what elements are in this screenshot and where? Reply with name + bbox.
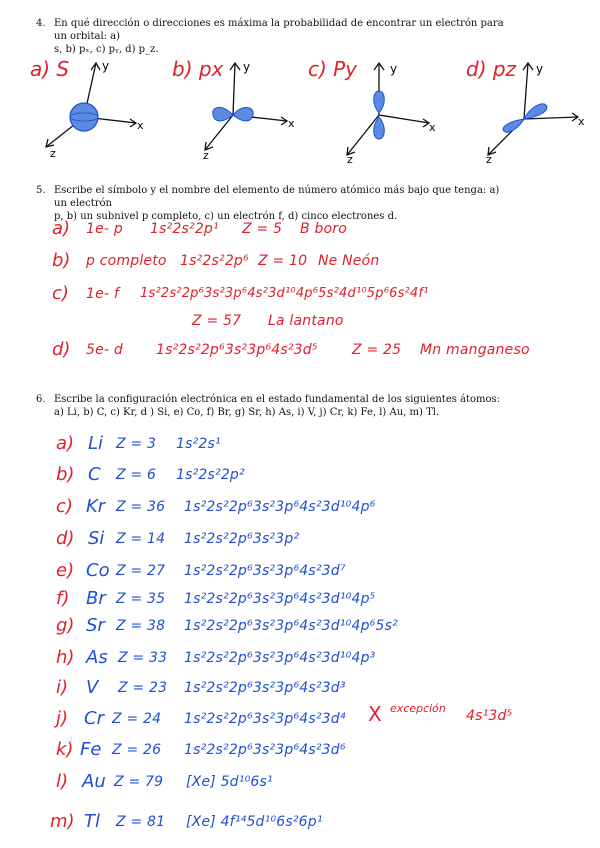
electron-config: 1s²2s²2p⁶3s²3p⁶4s²3d⁶ (184, 742, 346, 758)
answer-element: Mn manganeso (420, 342, 530, 358)
electron-config: 1s²2s²2p⁶3s²3p⁶4s²3d¹⁰4p⁵ (184, 591, 376, 607)
element-symbol: V (86, 677, 99, 698)
answer-config: 1s²2s²2p⁶3s²3p⁶4s²3d¹⁰4p⁶5s²4d¹⁰5p⁶6s²4f¹ (140, 286, 429, 301)
axis-label-z: z (486, 153, 492, 165)
atomic-number: Z = 36 (116, 499, 166, 515)
element-symbol: Fe (80, 739, 102, 760)
answer-config: 1s²2s²2p¹ (150, 221, 219, 237)
answer-label: f) (56, 588, 70, 609)
s-orbital-diagram (36, 55, 156, 160)
answer-label: a) (56, 433, 75, 454)
answer-label: g) (56, 615, 75, 636)
question-text-line: p, b) un subnivel p completo, c) un electrón f, d) cinco electrones d. (54, 211, 398, 222)
electron-config: [Xe] 5d¹⁰6s¹ (186, 774, 273, 790)
answer-label: e) (56, 560, 75, 581)
answer-label: d) (56, 528, 75, 549)
answer-label: l) (56, 771, 69, 792)
electron-config: 1s²2s²2p⁶3s²3p⁶4s²3d¹⁰4p³ (184, 650, 376, 666)
question-text-line: Escribe la configuración electrónica en el estado fundamental de los siguientes átomos: (54, 394, 501, 405)
answer-label: i) (56, 677, 69, 698)
px-orbital-diagram (195, 55, 305, 160)
answer-desc: p completo (86, 253, 167, 269)
answer-label: k) (56, 739, 74, 760)
atomic-number: Z = 35 (116, 591, 166, 607)
exception-config: 4s¹3d⁵ (466, 708, 513, 724)
atomic-number: Z = 6 (116, 467, 157, 483)
electron-config: [Xe] 4f¹⁴5d¹⁰6s²6p¹ (186, 814, 323, 830)
electron-config: 1s²2s²2p⁶3s²3p⁶4s²3d⁴ (184, 711, 346, 727)
answer-desc: 5e- d (86, 342, 123, 358)
answer-element: B boro (300, 221, 348, 237)
element-symbol: Co (86, 560, 110, 581)
axis-label-y: y (102, 59, 110, 73)
atomic-number: Z = 3 (116, 436, 157, 452)
element-symbol: C (88, 464, 101, 485)
q4-answer-c-label: c) Py (308, 57, 358, 81)
atomic-number: Z = 81 (116, 814, 166, 830)
axis-label-y: y (390, 62, 398, 76)
axis-label-z: z (347, 153, 353, 165)
axis-label-y: y (243, 60, 251, 74)
element-symbol: Tl (84, 811, 100, 832)
electron-config: 1s²2s²2p⁶3s²3p⁶4s²3d³ (184, 680, 346, 696)
cross-mark-icon: X (368, 702, 382, 726)
answer-z: Z = 10 (258, 253, 308, 269)
question-text-line: Escribe el símbolo y el nombre del elemento de número atómico más bajo que tenga: a) un electrón (54, 185, 500, 209)
answer-label: b) (52, 250, 71, 271)
answer-desc: 1e- f (86, 286, 119, 302)
answer-label: b) (56, 464, 75, 485)
question-number: 4. (36, 18, 46, 29)
answer-element: La lantano (268, 313, 344, 329)
element-symbol: Kr (86, 496, 106, 517)
atomic-number: Z = 23 (118, 680, 168, 696)
answer-element: Ne Neón (318, 253, 380, 269)
atomic-number: Z = 26 (112, 742, 162, 758)
electron-config: 1s²2s²2p⁶3s²3p⁶4s²3d⁷ (184, 563, 346, 579)
question-text (54, 17, 504, 56)
question-text (54, 184, 504, 223)
axis-label-x: x (578, 115, 585, 128)
question-text-line: En qué dirección o direcciones es máxima la probabilidad de encontrar un electrón para un orbital: a) (54, 18, 504, 42)
element-symbol: As (86, 647, 108, 668)
question-text-line: a) Li, b) C, c) Kr, d ) Si, e) Co, f) Br, g) Sr, h) As, i) V, j) Cr, k) Fe, l) Au, m) Tl. (54, 407, 440, 418)
answer-label: j) (56, 708, 69, 729)
element-symbol: Sr (86, 615, 105, 636)
element-symbol: Au (82, 771, 106, 792)
atomic-number: Z = 14 (116, 531, 166, 547)
axis-label-z: z (50, 147, 56, 160)
element-symbol: Li (88, 433, 104, 454)
answer-z: Z = 5 (242, 221, 283, 237)
answer-label: a) (52, 218, 71, 239)
q4-answer-b-label: b) px (172, 57, 224, 81)
element-symbol: Si (88, 528, 105, 549)
electron-config: 1s²2s²2p⁶3s²3p² (184, 531, 300, 547)
answer-label: d) (52, 339, 71, 360)
electron-config: 1s²2s²2p⁶3s²3p⁶4s²3d¹⁰4p⁶5s² (184, 618, 398, 634)
question-text-line: s, b) pₓ, c) pᵧ, d) p_z. (54, 44, 159, 55)
axis-label-x: x (288, 117, 295, 130)
answer-label: m) (50, 811, 75, 832)
answer-desc: 1e- p (86, 221, 123, 237)
question-number: 6. (36, 394, 46, 405)
atomic-number: Z = 24 (112, 711, 162, 727)
axis-label-y: y (536, 62, 544, 76)
q4-answer-a-label: a) S (30, 57, 70, 81)
axis-label-z: z (203, 149, 209, 160)
answer-z: Z = 57 (192, 313, 242, 329)
axis-label-x: x (137, 119, 144, 132)
element-symbol: Cr (84, 708, 104, 729)
answer-config: 1s²2s²2p⁶3s²3p⁶4s²3d⁵ (156, 342, 318, 358)
answer-label: c) (52, 283, 69, 304)
atomic-number: Z = 79 (114, 774, 164, 790)
exception-note: excepción (390, 702, 446, 715)
pz-orbital-diagram (478, 55, 593, 165)
question-text (54, 393, 504, 419)
answer-label: c) (56, 496, 73, 517)
electron-config: 1s²2s²2p² (176, 467, 245, 483)
element-symbol: Br (86, 588, 106, 609)
atomic-number: Z = 38 (116, 618, 166, 634)
py-orbital-diagram (335, 55, 445, 165)
atomic-number: Z = 33 (118, 650, 168, 666)
question-number: 5. (36, 185, 46, 196)
answer-z: Z = 25 (352, 342, 402, 358)
electron-config: 1s²2s²2p⁶3s²3p⁶4s²3d¹⁰4p⁶ (184, 499, 376, 515)
q4-answer-d-label: d) pz (466, 57, 517, 81)
axis-label-x: x (429, 121, 436, 134)
answer-config: 1s²2s²2p⁶ (180, 253, 249, 269)
electron-config: 1s²2s¹ (176, 436, 221, 452)
answer-label: h) (56, 647, 75, 668)
atomic-number: Z = 27 (116, 563, 166, 579)
